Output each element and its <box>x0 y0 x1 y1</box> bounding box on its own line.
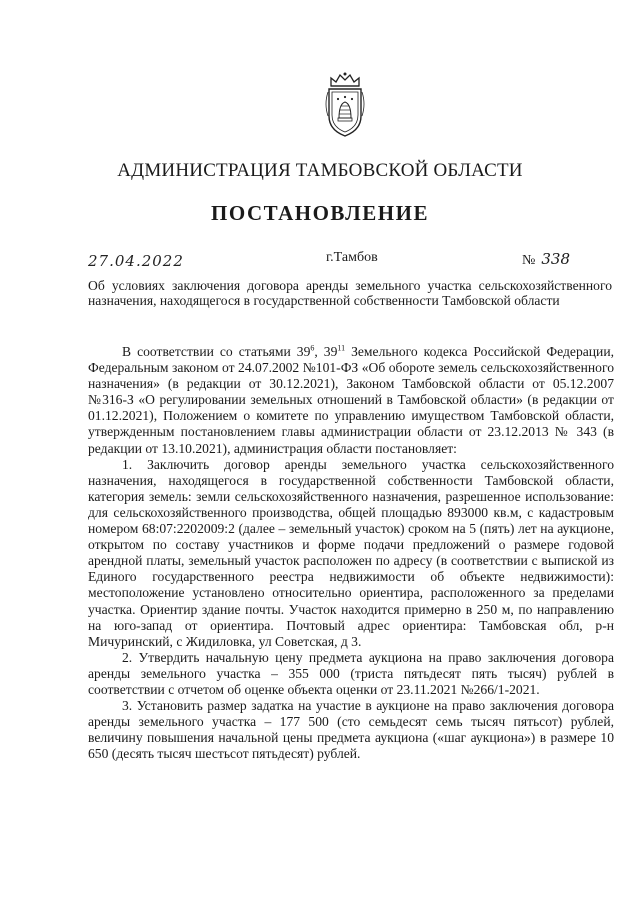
document-number <box>522 250 570 269</box>
coat-of-arms-icon <box>323 70 367 140</box>
body-item-1: 1. Заключить договор аренды земельного участка сельскохозяйственного назначения, находящегося в государственной собственности Тамбовской области, категория земель: земли сельскохозяйственного назначения, разрешенное использование: для сельскохозяйственного производства, общей площадью 893000 кв.м, с кадастровым номером 68:07:2202009:2 (далее – земельный участок) сроком на 5 (пять) лет на аукционе, открытом по составу участников и форме подачи предложений о размере годовой арендной платы, земельный участок расположен по адресу (в соответствии с выпиской из Единого государственного реестра недвижимости об объекте недвижимости): местоположение установлено относительно ориентира, расположенного за пределами участка. Ориентир здание почты. Участок находится примерно в 250 м, по направлению на юго-запад от ориентира. Почтовый адрес ориентира: Тамбовская обл, р-н Мичуринский, с Жидиловка, ул Советская, д 3. <box>88 456 614 649</box>
document-city: г.Тамбов <box>326 250 378 265</box>
document-meta-row <box>88 248 618 272</box>
article-superscript: 11 <box>337 343 346 353</box>
intro-text-part: , 39 <box>314 344 338 359</box>
body-item-3: 3. Установить размер задатка на участие в аукционе на право заключения договора аренды земельного участка – 177 500 (сто семьдесят семь тысяч пятьсот) рублей, величину повышения начальной цены предмета аукциона («шаг аукциона») в размере 10 650 (десять тысяч шестьсот пятьдесят) рублей. <box>88 698 614 762</box>
intro-text-part: Земельного кодекса Российской Федерации, Федеральным законом от 24.07.2002 №101-ФЗ «Об обороте земель сельскохозяйственного назначения» (в редакции от 30.12.2021), Законом Тамбовской области от 05.12.2007 №316-З «О регулировании земельных отношений в Тамбовской области» (в редакции от 01.12.2021), Положением о комитете по управлению имуществом Тамбовской области, утвержденным постановлением главы администрации области от 23.12.2013 № 343 (в редакции от 13.10.2021), администрация области постановляет: <box>88 344 615 456</box>
body-intro-paragraph <box>88 344 614 457</box>
document-number-value: 338 <box>541 250 570 268</box>
document-date: 27.04.2022 <box>88 252 184 270</box>
intro-text-part: В соответствии со статьями 39 <box>122 344 311 359</box>
body-item-2: 2. Утвердить начальную цену предмета аукциона на право заключения договора аренды земельного участка – 355 000 (триста пятьдесят пять тысяч) рублей в соответствии с отчетом об оценке объекта оценки от 23.11.2021 №266/1-2021. <box>88 649 614 697</box>
document-number-label: № <box>522 253 536 268</box>
authority-name: АДМИНИСТРАЦИЯ ТАМБОВСКОЙ ОБЛАСТИ <box>117 160 523 181</box>
article-superscript: 6 <box>310 343 315 353</box>
document-type-title: ПОСТАНОВЛЕНИЕ <box>211 201 429 225</box>
document-subject: Об условиях заключения договора аренды земельного участка сельскохозяйственного назначения, находящегося в государственной собственности Тамбовской области <box>88 278 612 308</box>
document-body <box>88 344 614 762</box>
